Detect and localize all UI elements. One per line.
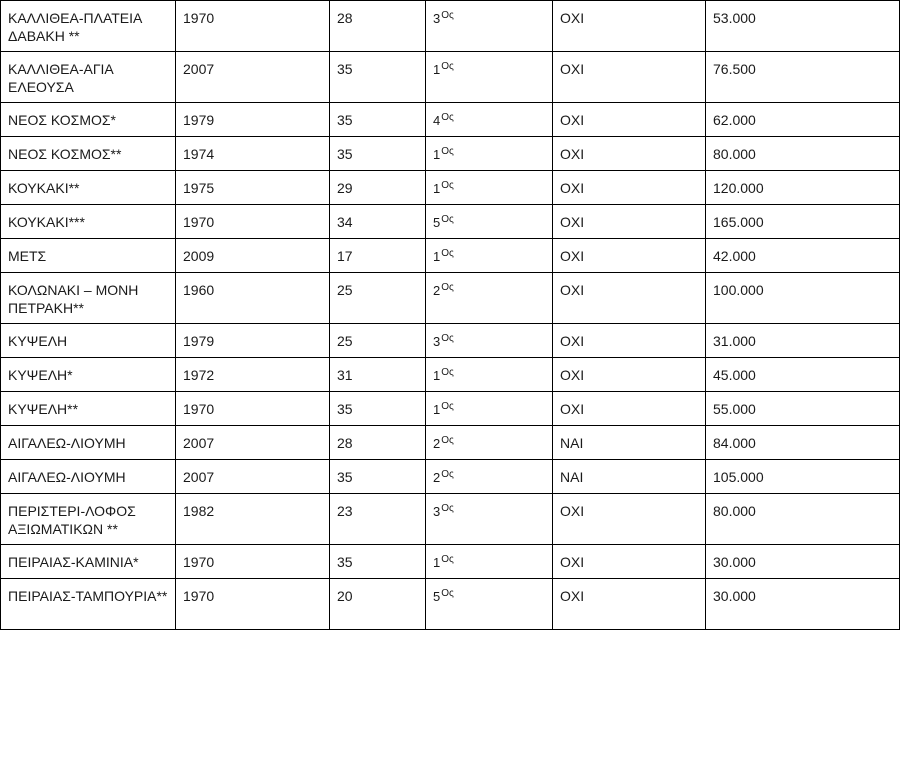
floor-cell: [426, 273, 553, 324]
floor-ordinal-suffix: Ος: [441, 282, 454, 293]
floor-ordinal-suffix: Ος: [441, 248, 454, 259]
price-cell: 80.000: [706, 137, 900, 171]
area-cell: ΚΥΨΕΛΗ**: [1, 392, 176, 426]
sqm-cell: 28: [330, 426, 426, 460]
table-body: [1, 1, 900, 630]
sqm-cell: 35: [330, 103, 426, 137]
sqm-cell: 20: [330, 579, 426, 630]
floor-ordinal-suffix: Ος: [441, 112, 454, 123]
flag-cell: ΟΧΙ: [553, 273, 706, 324]
floor-ordinal-suffix: Ος: [441, 146, 454, 157]
area-cell: ΠΕΡΙΣΤΕΡΙ-ΛΟΦΟΣ ΑΞΙΩΜΑΤΙΚΩΝ **: [1, 494, 176, 545]
sqm-cell: 35: [330, 545, 426, 579]
year-cell: 1975: [176, 171, 330, 205]
floor-number: 3: [433, 334, 441, 349]
floor-ordinal-suffix: Ος: [441, 61, 454, 72]
floor-number: 2: [433, 436, 441, 451]
year-cell: 1974: [176, 137, 330, 171]
year-cell: 2007: [176, 460, 330, 494]
flag-cell: ΟΧΙ: [553, 545, 706, 579]
area-cell: ΚΟΥΚΑΚΙ***: [1, 205, 176, 239]
area-cell: ΚΟΥΚΑΚΙ**: [1, 171, 176, 205]
year-cell: 1970: [176, 545, 330, 579]
year-cell: 1979: [176, 103, 330, 137]
price-cell: 30.000: [706, 545, 900, 579]
floor-ordinal-suffix: Ος: [441, 367, 454, 378]
area-cell: ΑΙΓΑΛΕΩ-ΛΙΟΥΜΗ: [1, 426, 176, 460]
floor-number: 5: [433, 215, 441, 230]
sqm-cell: 25: [330, 273, 426, 324]
sqm-cell: 23: [330, 494, 426, 545]
table-row: [1, 545, 900, 579]
table-row: [1, 579, 900, 630]
floor-ordinal-suffix: Ος: [441, 10, 454, 21]
area-cell: ΚΑΛΛΙΘΕΑ-ΑΓΙΑ ΕΛΕΟΥΣΑ: [1, 52, 176, 103]
price-cell: 84.000: [706, 426, 900, 460]
floor-cell: [426, 358, 553, 392]
year-cell: 2007: [176, 426, 330, 460]
floor-cell: [426, 494, 553, 545]
table-row: [1, 273, 900, 324]
area-cell: ΚΥΨΕΛΗ: [1, 324, 176, 358]
area-cell: ΚΑΛΛΙΘΕΑ-ΠΛΑΤΕΙΑ ΔΑΒΑΚΗ **: [1, 1, 176, 52]
area-cell: ΚΟΛΩΝΑΚΙ – ΜΟΝΗ ΠΕΤΡΑΚΗ**: [1, 273, 176, 324]
flag-cell: ΝΑΙ: [553, 426, 706, 460]
year-cell: 1970: [176, 205, 330, 239]
sqm-cell: 17: [330, 239, 426, 273]
year-cell: 1970: [176, 392, 330, 426]
flag-cell: ΟΧΙ: [553, 1, 706, 52]
floor-cell: [426, 460, 553, 494]
sqm-cell: 35: [330, 460, 426, 494]
floor-number: 1: [433, 147, 441, 162]
table-row: [1, 358, 900, 392]
floor-ordinal-suffix: Ος: [441, 435, 454, 446]
table-row: [1, 460, 900, 494]
price-cell: 42.000: [706, 239, 900, 273]
flag-cell: ΟΧΙ: [553, 392, 706, 426]
sqm-cell: 34: [330, 205, 426, 239]
area-cell: ΚΥΨΕΛΗ*: [1, 358, 176, 392]
floor-number: 2: [433, 283, 441, 298]
price-cell: 55.000: [706, 392, 900, 426]
flag-cell: ΟΧΙ: [553, 103, 706, 137]
sqm-cell: 35: [330, 137, 426, 171]
flag-cell: ΟΧΙ: [553, 358, 706, 392]
floor-cell: [426, 103, 553, 137]
price-cell: 120.000: [706, 171, 900, 205]
floor-ordinal-suffix: Ος: [441, 588, 454, 599]
floor-number: 1: [433, 62, 441, 77]
floor-cell: [426, 1, 553, 52]
price-cell: 45.000: [706, 358, 900, 392]
table-row: [1, 239, 900, 273]
price-cell: 105.000: [706, 460, 900, 494]
table-row: [1, 52, 900, 103]
flag-cell: ΝΑΙ: [553, 460, 706, 494]
floor-number: 1: [433, 368, 441, 383]
floor-number: 4: [433, 113, 441, 128]
sqm-cell: 31: [330, 358, 426, 392]
floor-cell: [426, 239, 553, 273]
floor-number: 1: [433, 402, 441, 417]
area-cell: ΜΕΤΣ: [1, 239, 176, 273]
table-row: [1, 494, 900, 545]
floor-number: 3: [433, 504, 441, 519]
table-row: [1, 324, 900, 358]
floor-number: 2: [433, 470, 441, 485]
sqm-cell: 28: [330, 1, 426, 52]
floor-ordinal-suffix: Ος: [441, 180, 454, 191]
area-cell: ΝΕΟΣ ΚΟΣΜΟΣ**: [1, 137, 176, 171]
price-cell: 31.000: [706, 324, 900, 358]
floor-ordinal-suffix: Ος: [441, 503, 454, 514]
flag-cell: ΟΧΙ: [553, 324, 706, 358]
flag-cell: ΟΧΙ: [553, 52, 706, 103]
year-cell: 2007: [176, 52, 330, 103]
area-cell: ΑΙΓΑΛΕΩ-ΛΙΟΥΜΗ: [1, 460, 176, 494]
floor-cell: [426, 205, 553, 239]
floor-cell: [426, 324, 553, 358]
floor-ordinal-suffix: Ος: [441, 214, 454, 225]
price-cell: 76.500: [706, 52, 900, 103]
flag-cell: ΟΧΙ: [553, 494, 706, 545]
flag-cell: ΟΧΙ: [553, 137, 706, 171]
floor-ordinal-suffix: Ος: [441, 401, 454, 412]
year-cell: 1970: [176, 1, 330, 52]
price-cell: 165.000: [706, 205, 900, 239]
year-cell: 2009: [176, 239, 330, 273]
floor-cell: [426, 426, 553, 460]
flag-cell: ΟΧΙ: [553, 205, 706, 239]
sqm-cell: 29: [330, 171, 426, 205]
year-cell: 1970: [176, 579, 330, 630]
flag-cell: ΟΧΙ: [553, 239, 706, 273]
floor-ordinal-suffix: Ος: [441, 469, 454, 480]
floor-number: 3: [433, 11, 441, 26]
flag-cell: ΟΧΙ: [553, 579, 706, 630]
floor-number: 1: [433, 249, 441, 264]
price-cell: 53.000: [706, 1, 900, 52]
price-cell: 100.000: [706, 273, 900, 324]
area-cell: ΠΕΙΡΑΙΑΣ-ΤΑΜΠΟΥΡΙΑ**: [1, 579, 176, 630]
floor-cell: [426, 579, 553, 630]
price-cell: 80.000: [706, 494, 900, 545]
table-row: [1, 392, 900, 426]
year-cell: 1960: [176, 273, 330, 324]
table-row: [1, 205, 900, 239]
table-row: [1, 103, 900, 137]
price-cell: 62.000: [706, 103, 900, 137]
floor-number: 1: [433, 181, 441, 196]
area-cell: ΝΕΟΣ ΚΟΣΜΟΣ*: [1, 103, 176, 137]
sqm-cell: 35: [330, 52, 426, 103]
sqm-cell: 35: [330, 392, 426, 426]
floor-cell: [426, 52, 553, 103]
table-row: [1, 1, 900, 52]
table-row: [1, 426, 900, 460]
flag-cell: ΟΧΙ: [553, 171, 706, 205]
price-cell: 30.000: [706, 579, 900, 630]
floor-cell: [426, 171, 553, 205]
floor-ordinal-suffix: Ος: [441, 554, 454, 565]
table-row: [1, 137, 900, 171]
floor-cell: [426, 137, 553, 171]
floor-cell: [426, 392, 553, 426]
floor-cell: [426, 545, 553, 579]
table-row: [1, 171, 900, 205]
floor-number: 1: [433, 555, 441, 570]
sqm-cell: 25: [330, 324, 426, 358]
area-cell: ΠΕΙΡΑΙΑΣ-ΚΑΜΙΝΙΑ*: [1, 545, 176, 579]
floor-ordinal-suffix: Ος: [441, 333, 454, 344]
year-cell: 1979: [176, 324, 330, 358]
floor-number: 5: [433, 589, 441, 604]
year-cell: 1982: [176, 494, 330, 545]
year-cell: 1972: [176, 358, 330, 392]
